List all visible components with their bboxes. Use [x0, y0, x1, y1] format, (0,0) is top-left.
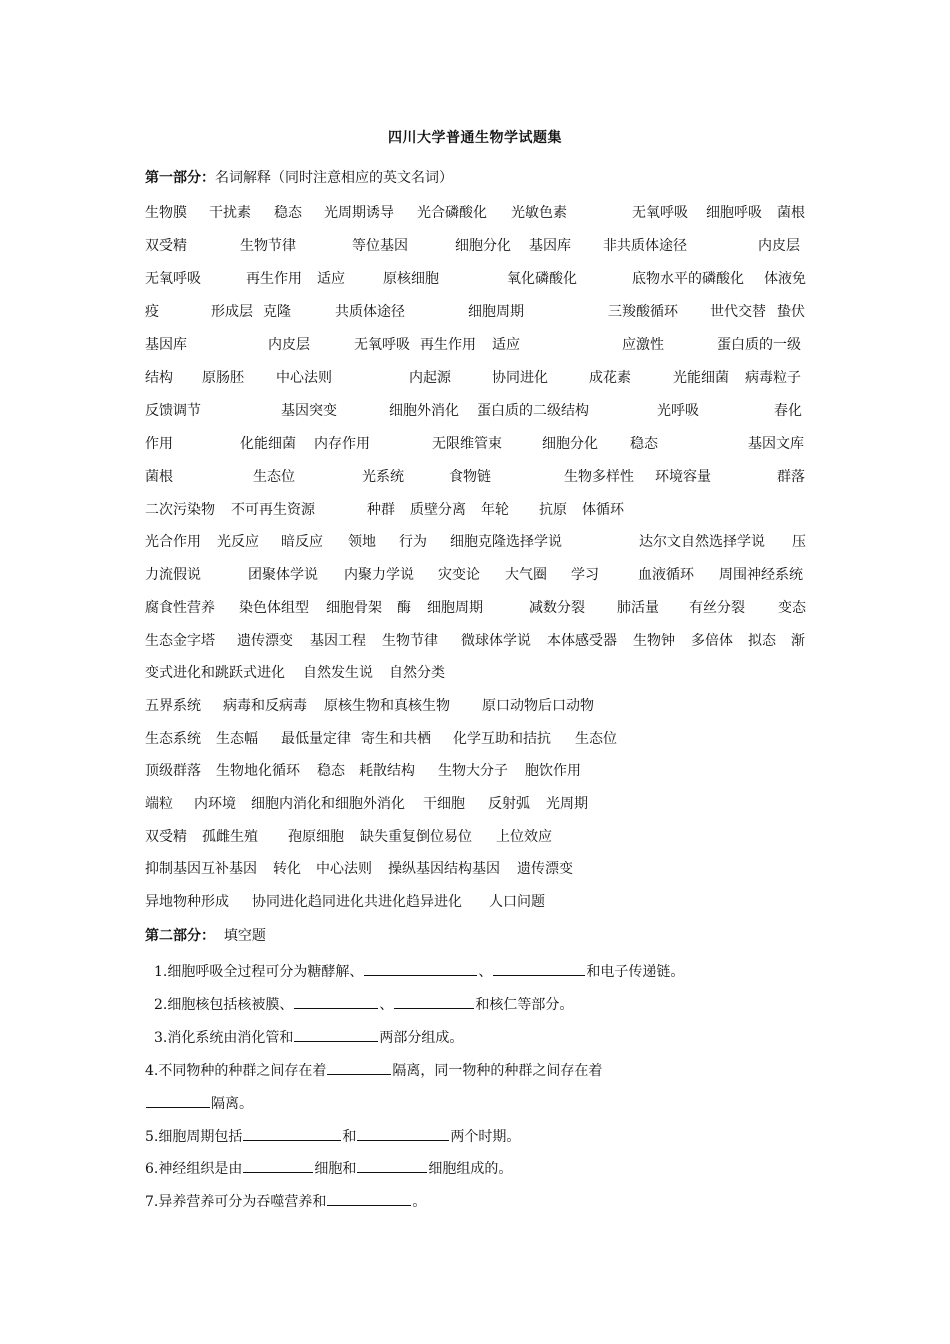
part2-heading: 第二部分： [145, 928, 215, 944]
term: 遗传漂变 [237, 633, 293, 649]
term: 血液循环 [638, 567, 694, 583]
term-line [145, 695, 815, 715]
term: 寄生和共栖 [361, 731, 431, 747]
question-text: 3.消化系统由消化管和 [154, 1030, 294, 1046]
term: 菌根 [145, 469, 173, 485]
term: 疫 [145, 304, 159, 320]
term: 顶级群落 [145, 763, 201, 779]
answer-blank[interactable] [294, 994, 378, 1009]
question-4-continued [145, 1093, 253, 1113]
term-line [145, 466, 815, 486]
term: 生态幅 [216, 731, 258, 747]
term: 年轮 [481, 502, 509, 518]
term: 氧化磷酸化 [507, 271, 577, 287]
term: 微球体学说 [461, 633, 531, 649]
question-1 [154, 961, 684, 981]
term-line [145, 400, 815, 420]
term: 种群 [367, 502, 395, 518]
term: 体循环 [582, 502, 624, 518]
term: 生物膜 [145, 205, 187, 221]
term: 作用 [145, 436, 173, 452]
question-text: 2.细胞核包括核被膜、 [154, 997, 294, 1013]
term: 细胞克隆选择学说 [450, 534, 562, 550]
term-line [145, 268, 815, 288]
question-text: 和电子传递链。 [586, 964, 685, 980]
term: 操纵基因结构基因 [388, 861, 500, 877]
term-line [145, 367, 815, 387]
term: 生态位 [253, 469, 295, 485]
question-text: 4.不同物种的种群之间存在着 [145, 1063, 327, 1079]
question-4 [145, 1060, 602, 1080]
term: 内皮层 [268, 337, 310, 353]
part1-heading-line [145, 167, 453, 187]
term: 酶 [397, 600, 411, 616]
question-text: 两个时期。 [450, 1129, 521, 1145]
answer-blank[interactable] [243, 1126, 341, 1141]
question-text: 6.神经组织是由 [145, 1161, 243, 1177]
term: 变式进化和跳跃式进化 [145, 665, 285, 681]
term: 团聚体学说 [248, 567, 318, 583]
question-text: 。 [412, 1194, 427, 1210]
term: 细胞分化 [542, 436, 598, 452]
question-2 [154, 994, 573, 1014]
term: 环境容量 [655, 469, 711, 485]
answer-blank[interactable] [364, 961, 477, 976]
term: 细胞骨架 [326, 600, 382, 616]
term: 多倍体 [691, 633, 733, 649]
term: 内环境 [194, 796, 236, 812]
question-7 [145, 1191, 426, 1211]
term-line [145, 891, 815, 911]
term: 协同进化 [492, 370, 548, 386]
term: 本体感受器 [547, 633, 617, 649]
term: 中心法则 [316, 861, 372, 877]
term: 转化 [273, 861, 301, 877]
term-line [145, 826, 815, 846]
term: 孢原细胞 [288, 829, 344, 845]
term: 抗原 [539, 502, 567, 518]
term: 适应 [317, 271, 345, 287]
answer-blank[interactable] [357, 1126, 449, 1141]
term: 力流假说 [145, 567, 201, 583]
term: 行为 [399, 534, 427, 550]
term: 人口问题 [489, 894, 545, 910]
term: 世代交替 [710, 304, 766, 320]
term-line [145, 202, 815, 222]
question-text: 隔离。 [211, 1096, 253, 1112]
term: 稳态 [274, 205, 302, 221]
term-line [145, 433, 815, 453]
term: 应激性 [622, 337, 664, 353]
term: 变态 [778, 600, 806, 616]
question-text: 两部分组成。 [379, 1030, 464, 1046]
answer-blank[interactable] [327, 1191, 411, 1206]
term: 群落 [777, 469, 805, 485]
term: 双受精 [145, 829, 187, 845]
term: 细胞外消化 [389, 403, 459, 419]
term: 减数分裂 [529, 600, 585, 616]
term: 基因库 [145, 337, 187, 353]
term: 原肠胚 [202, 370, 244, 386]
term: 遗传漂变 [517, 861, 573, 877]
question-text: 7.异养营养可分为吞噬营养和 [145, 1194, 327, 1210]
term: 病毒粒子 [745, 370, 801, 386]
term: 大气圈 [505, 567, 547, 583]
term-line [145, 793, 815, 813]
term: 等位基因 [352, 238, 408, 254]
term: 腐食性营养 [145, 600, 215, 616]
term: 抑制基因互补基因 [145, 861, 257, 877]
term: 原核细胞 [383, 271, 439, 287]
term: 光敏色素 [511, 205, 567, 221]
term: 生态位 [575, 731, 617, 747]
term: 反馈调节 [145, 403, 201, 419]
term: 生物地化循环 [216, 763, 300, 779]
term: 达尔文自然选择学说 [639, 534, 765, 550]
answer-blank[interactable] [327, 1060, 391, 1075]
term: 无限维管束 [432, 436, 502, 452]
term-line [145, 597, 815, 617]
term: 五界系统 [145, 698, 201, 714]
term: 细胞呼吸 [706, 205, 762, 221]
term: 缺失重复倒位易位 [360, 829, 472, 845]
term: 基因工程 [310, 633, 366, 649]
term: 结构 [145, 370, 173, 386]
term: 生物节律 [382, 633, 438, 649]
term: 三羧酸循环 [608, 304, 678, 320]
term: 暗反应 [281, 534, 323, 550]
question-text: 细胞组成的。 [428, 1161, 513, 1177]
question-text: 5.细胞周期包括 [145, 1129, 243, 1145]
question-text: 细胞和 [314, 1161, 357, 1177]
term: 细胞周期 [468, 304, 524, 320]
question-3 [154, 1027, 463, 1047]
term: 原核生物和真核生物 [324, 698, 450, 714]
term: 化学互助和拮抗 [453, 731, 551, 747]
term-line [145, 564, 815, 584]
part1-subtitle: 名词解释（同时注意相应的英文名词） [215, 170, 453, 186]
term: 自然发生说 [303, 665, 373, 681]
term: 上位效应 [496, 829, 552, 845]
answer-blank[interactable] [493, 961, 585, 976]
term: 染色体组型 [239, 600, 309, 616]
term: 底物水平的磷酸化 [632, 271, 744, 287]
term: 拟态 [748, 633, 776, 649]
term: 生态系统 [145, 731, 201, 747]
term: 干细胞 [423, 796, 465, 812]
term: 胞饮作用 [525, 763, 581, 779]
answer-blank[interactable] [243, 1158, 313, 1173]
term: 光能细菌 [673, 370, 729, 386]
term: 内起源 [409, 370, 451, 386]
question-text: 和核仁等部分。 [475, 997, 574, 1013]
term: 最低量定律 [281, 731, 351, 747]
term: 形成层 [211, 304, 253, 320]
term: 灾变论 [438, 567, 480, 583]
term: 春化 [774, 403, 802, 419]
term-line [145, 235, 815, 255]
term: 周围神经系统 [719, 567, 803, 583]
term: 无氧呼吸 [145, 271, 201, 287]
term: 光呼吸 [657, 403, 699, 419]
question-text: 隔离，同一物种的种群之间存在着 [392, 1063, 603, 1079]
term: 肺活量 [617, 600, 659, 616]
term: 基因库 [529, 238, 571, 254]
term-line [145, 760, 815, 780]
term: 耗散结构 [359, 763, 415, 779]
term: 渐 [791, 633, 805, 649]
term: 孤雌生殖 [202, 829, 258, 845]
term: 生态金字塔 [145, 633, 215, 649]
term: 菌根 [777, 205, 805, 221]
term: 内聚力学说 [344, 567, 414, 583]
term-line [145, 858, 815, 878]
question-5 [145, 1126, 520, 1146]
answer-blank[interactable] [357, 1158, 427, 1173]
part1-heading: 第一部分： [145, 170, 215, 186]
term: 细胞内消化和细胞外消化 [251, 796, 405, 812]
term: 适应 [492, 337, 520, 353]
answer-blank[interactable] [146, 1093, 210, 1108]
term: 基因突变 [281, 403, 337, 419]
term: 病毒和反病毒 [223, 698, 307, 714]
term: 生物节律 [240, 238, 296, 254]
term: 体液免 [764, 271, 806, 287]
term: 不可再生资源 [231, 502, 315, 518]
term: 蛋白质的一级 [717, 337, 801, 353]
term: 质壁分离 [410, 502, 466, 518]
term: 内皮层 [758, 238, 800, 254]
term: 基因文库 [748, 436, 804, 452]
question-text: 1.细胞呼吸全过程可分为糖酵解、 [154, 964, 364, 980]
term: 生物多样性 [564, 469, 634, 485]
term: 光系统 [362, 469, 404, 485]
term: 双受精 [145, 238, 187, 254]
term: 成花素 [589, 370, 631, 386]
term: 生物钟 [633, 633, 675, 649]
part2-subtitle: 填空题 [223, 928, 266, 944]
term-line [145, 301, 815, 321]
term: 共质体途径 [335, 304, 405, 320]
term: 蛰伏 [777, 304, 805, 320]
question-text: 、 [478, 964, 493, 980]
term: 协同进化趋同进化共进化趋异进化 [252, 894, 462, 910]
term-line [145, 334, 815, 354]
term: 光周期诱导 [324, 205, 394, 221]
term: 二次污染物 [145, 502, 215, 518]
term: 光周期 [546, 796, 588, 812]
term: 原口动物后口动物 [482, 698, 594, 714]
term: 光合作用 [145, 534, 201, 550]
term: 再生作用 [420, 337, 476, 353]
term: 克隆 [263, 304, 291, 320]
term: 自然分类 [389, 665, 445, 681]
term: 再生作用 [246, 271, 302, 287]
term: 有丝分裂 [689, 600, 745, 616]
term: 光合磷酸化 [417, 205, 487, 221]
term: 中心法则 [276, 370, 332, 386]
answer-blank[interactable] [394, 994, 474, 1009]
term: 蛋白质的二级结构 [477, 403, 589, 419]
term-line [145, 728, 815, 748]
term-line [145, 630, 815, 650]
term: 压 [792, 534, 806, 550]
document-title: 四川大学普通生物学试题集 [388, 130, 562, 146]
answer-blank[interactable] [294, 1027, 378, 1042]
term: 领地 [348, 534, 376, 550]
question-text: 和 [342, 1129, 357, 1145]
term: 异地物种形成 [145, 894, 229, 910]
term: 反射弧 [488, 796, 530, 812]
term: 稳态 [630, 436, 658, 452]
term: 稳态 [317, 763, 345, 779]
term: 食物链 [449, 469, 491, 485]
term: 光反应 [217, 534, 259, 550]
term-line [145, 499, 815, 519]
term: 无氧呼吸 [354, 337, 410, 353]
term: 端粒 [145, 796, 173, 812]
term: 非共质体途径 [603, 238, 687, 254]
question-text: 、 [379, 997, 394, 1013]
term: 无氧呼吸 [632, 205, 688, 221]
part2-heading-line [145, 925, 266, 945]
question-6 [145, 1158, 512, 1178]
term: 内存作用 [314, 436, 370, 452]
term: 学习 [571, 567, 599, 583]
term-line [145, 531, 815, 551]
term: 细胞周期 [427, 600, 483, 616]
term: 化能细菌 [240, 436, 296, 452]
term-line [145, 662, 815, 682]
term: 生物大分子 [438, 763, 508, 779]
term: 细胞分化 [455, 238, 511, 254]
term: 干扰素 [209, 205, 251, 221]
